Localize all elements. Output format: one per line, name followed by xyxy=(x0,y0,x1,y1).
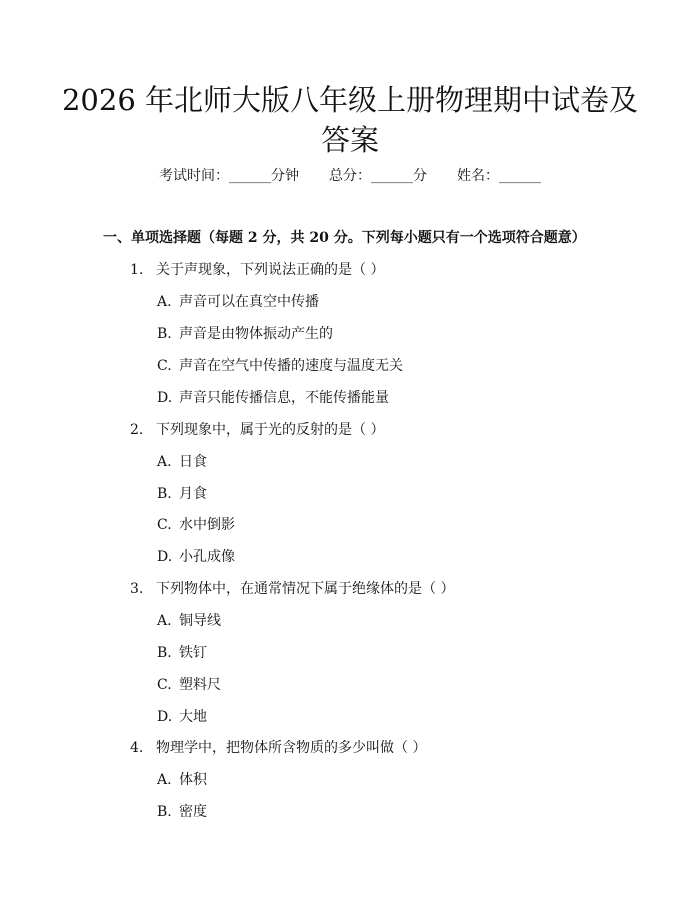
option-text: 体积 xyxy=(179,772,207,788)
student-name-field: 姓名：______ xyxy=(457,168,541,184)
question-text: 下列物体中，在通常情况下属于绝缘体的是（ ） xyxy=(156,581,455,597)
option-letter: A. xyxy=(157,454,172,470)
option-letter: B. xyxy=(157,486,172,502)
question-text: 关于声现象，下列说法正确的是（ ） xyxy=(156,262,385,278)
question-text: 下列现象中，属于光的反射的是（ ） xyxy=(156,422,385,438)
page-title xyxy=(0,80,700,160)
option-letter: D. xyxy=(157,549,173,565)
option-letter: C. xyxy=(157,517,172,533)
option-text: 声音在空气中传播的速度与温度无关 xyxy=(179,358,403,374)
option-text: 日食 xyxy=(179,454,207,470)
option-text: 水中倒影 xyxy=(179,517,235,533)
question-text: 物理学中，把物体所含物质的多少叫做（ ） xyxy=(156,740,427,756)
option-letter: D. xyxy=(157,390,173,406)
option-text: 铁钉 xyxy=(179,645,207,661)
option-text: 月食 xyxy=(179,486,207,502)
option-text: 密度 xyxy=(179,804,207,820)
option-letter: B. xyxy=(157,804,172,820)
option-letter: D. xyxy=(157,709,173,725)
option-text: 塑料尺 xyxy=(179,677,221,693)
option-letter: B. xyxy=(157,645,172,661)
option-text: 声音是由物体振动产生的 xyxy=(179,326,333,342)
title-line-1: 2026 年北师大版八年级上册物理期中试卷及 xyxy=(61,83,639,117)
option-text: 大地 xyxy=(179,709,207,725)
exam-time-field: 考试时间：______分钟 xyxy=(159,168,299,184)
question-number: 3. xyxy=(130,581,144,597)
option-letter: B. xyxy=(157,326,172,342)
option-text: 小孔成像 xyxy=(179,549,235,565)
option-text: 声音只能传播信息，不能传播能量 xyxy=(179,390,389,406)
option-letter: C. xyxy=(157,358,172,374)
section-heading: 一、单项选择题（每题 2 分，共 20 分。下列每小题只有一个选项符合题意） xyxy=(103,230,586,246)
option-text: 铜导线 xyxy=(179,613,221,629)
question-number: 1. xyxy=(130,262,144,278)
title-line-2: 答案 xyxy=(320,123,379,157)
option-text: 声音可以在真空中传播 xyxy=(179,294,319,310)
option-letter: A. xyxy=(157,772,172,788)
option-letter: A. xyxy=(157,613,172,629)
option-letter: C. xyxy=(157,677,172,693)
question-number: 2. xyxy=(130,422,144,438)
total-score-field: 总分：______分 xyxy=(329,168,427,184)
option-letter: A. xyxy=(157,294,172,310)
exam-info xyxy=(0,166,700,186)
question-number: 4. xyxy=(130,740,144,756)
